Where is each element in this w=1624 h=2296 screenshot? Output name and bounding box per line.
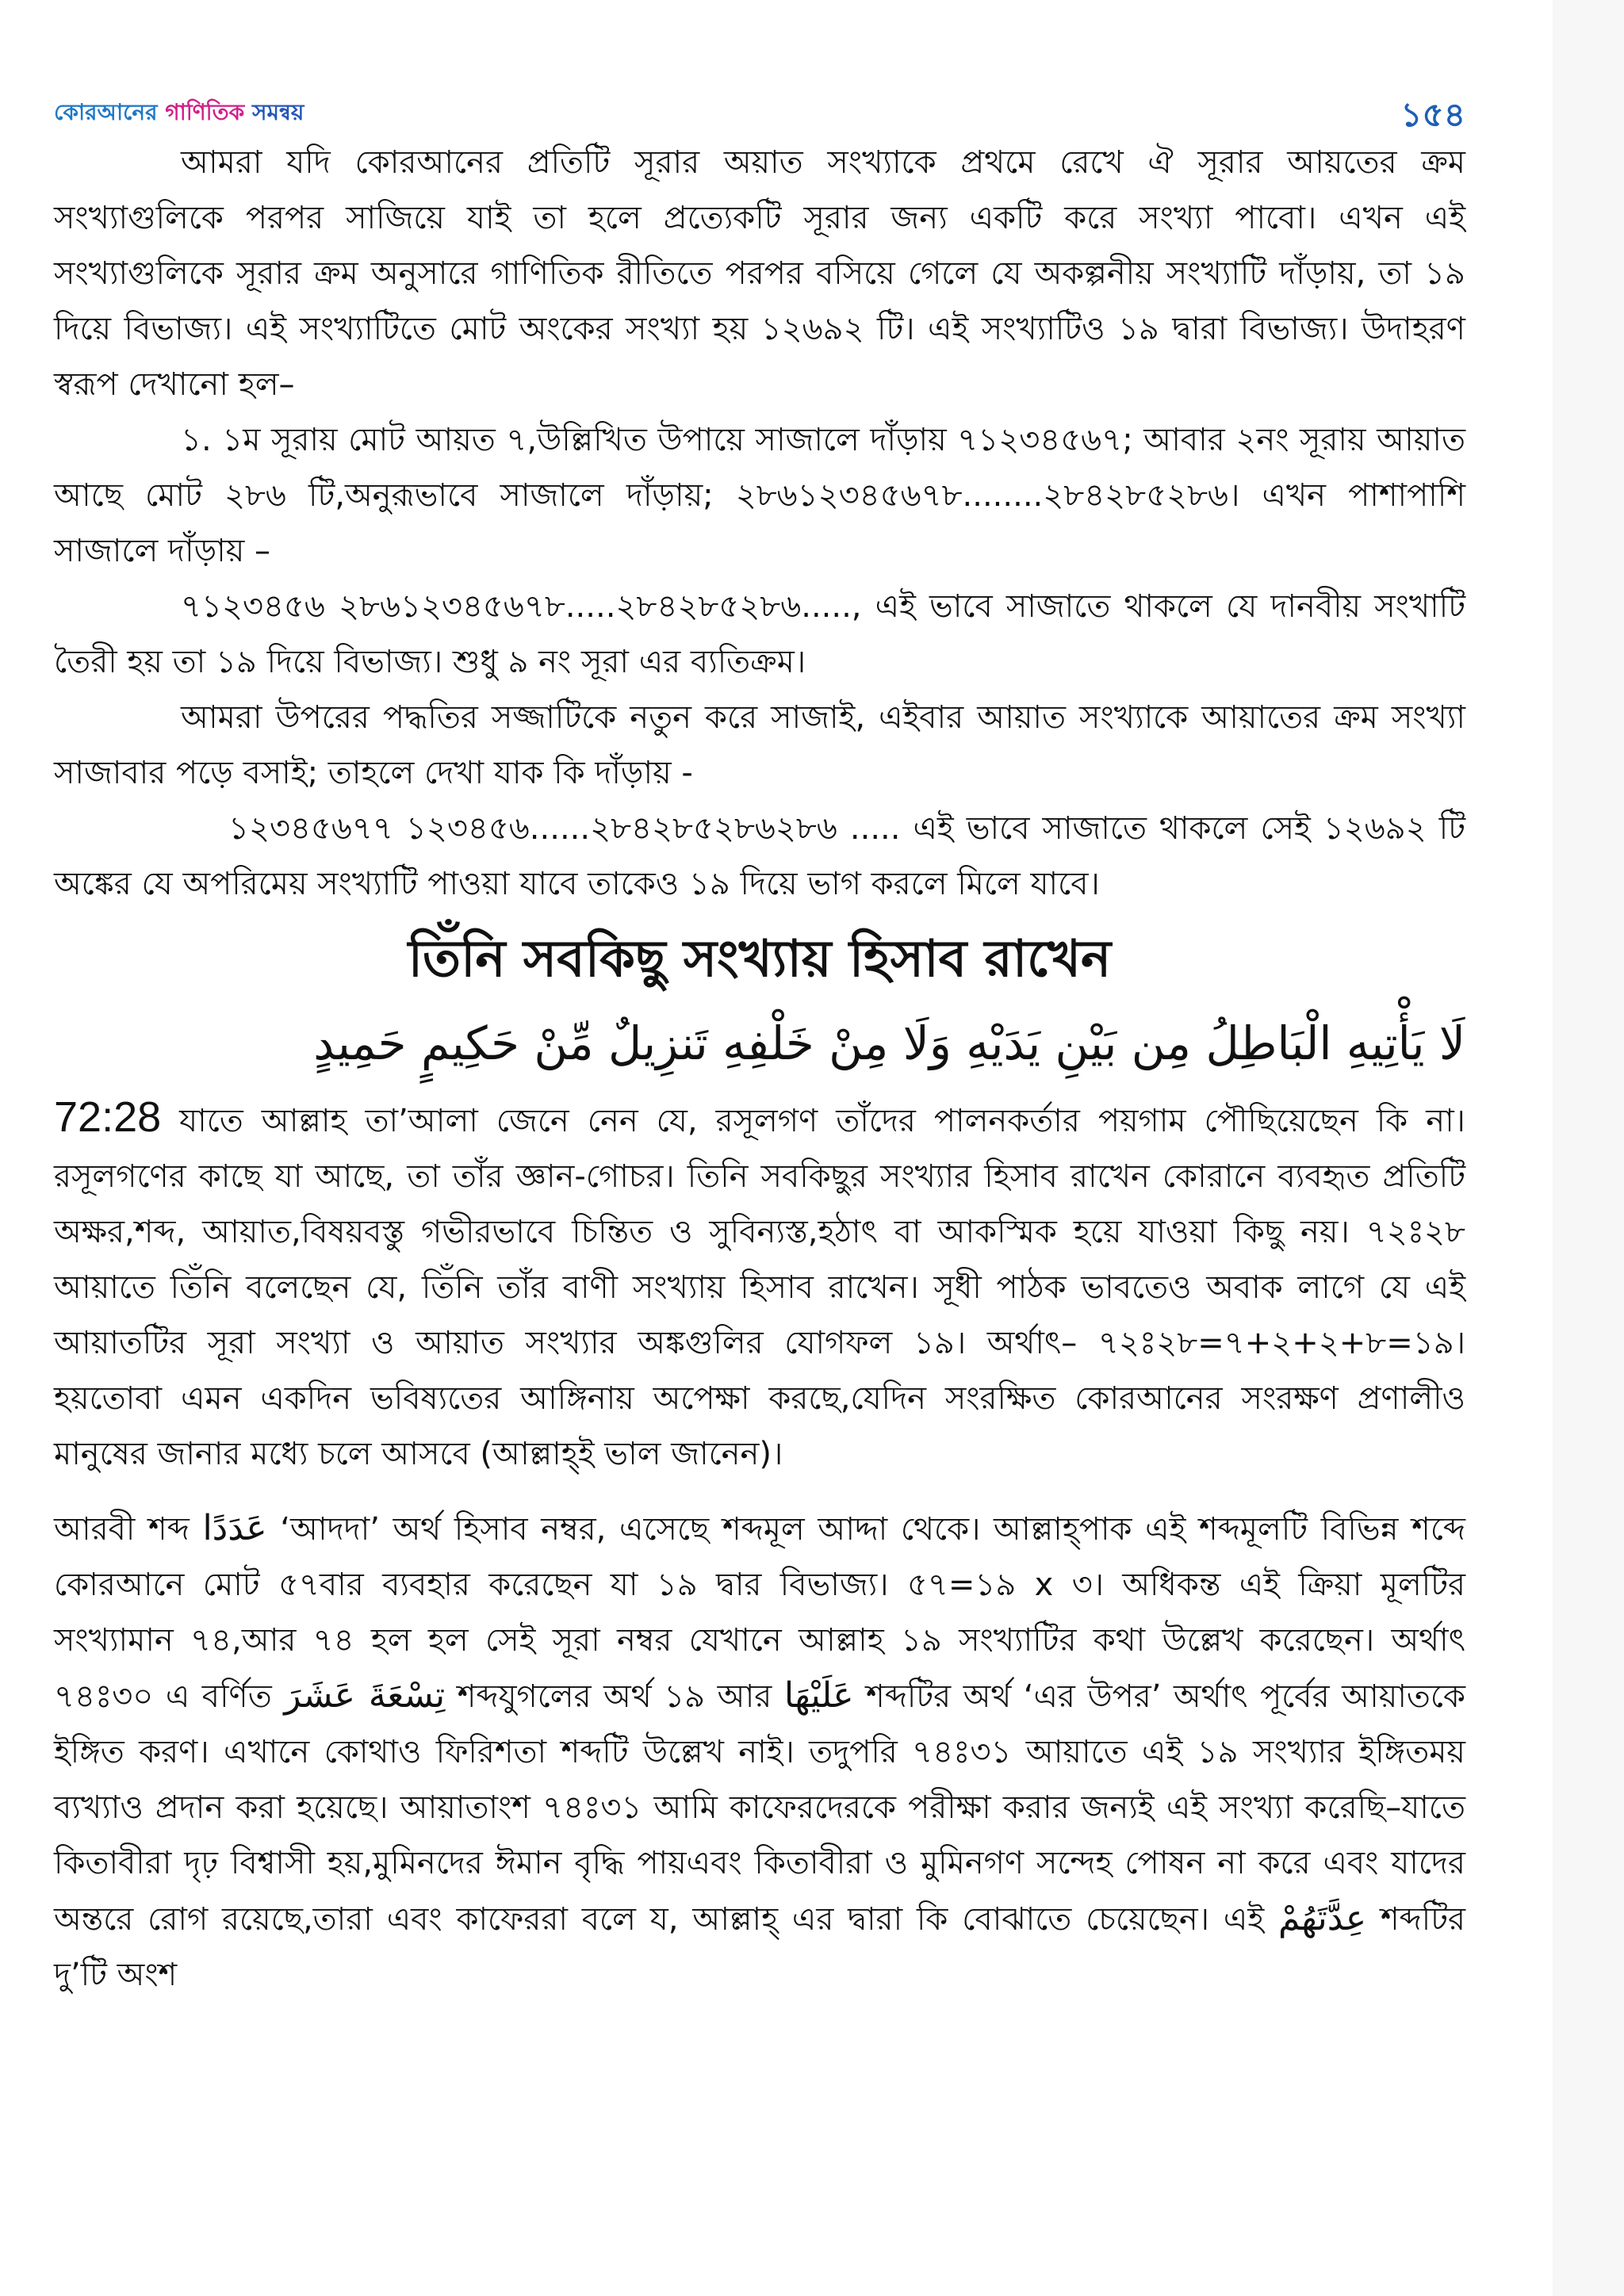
paragraph-2: ১. ১ম সূরায় মোট আয়ত ৭,উল্লিখিত উপায়ে সাজালে দাঁড়ায় ৭১২৩৪৫৬৭; আবার ২নং সূরায় আয়াত আছে মোট ২৮৬ টি,অনুরূভাবে সাজালে দাঁড়ায়; ২৮৬১২৩৪৫৬৭৮........২৮৪২৮৫২৮৬। এখন পাশাপাশি সাজালে দাঁড়ায় – xyxy=(54,422,1465,569)
paragraph-6-text: যাতে আল্লাহ তা’আলা জেনে নেন যে, রসূলগণ তাঁদের পালনকর্তার পয়গাম পৌছিয়েছেন কি না। রসূলগণের কাছে যা আছে, তা তাঁর জ্ঞান-গোচর। তিনি সবকিছুর সংখ্যার হিসাব রাখেন কোরানে ব্যবহৃত প্রতিটি অক্ষর,শব্দ, আয়াত,বিষয়বস্তু গভীরভাবে চিন্তিত ও সুবিন্যস্ত,হঠাৎ বা আকস্মিক হয়ে যাওয়া কিছু নয়। ৭২ঃ২৮ আয়াতে তিঁনি বলেছেন যে, তিঁনি তাঁর বাণী সংখ্যায় হিসাব রাখেন। সূধী পাঠক ভাবতেও অবাক লাগে যে এই আয়াতটির সূরা সংখ্যা ও আয়াত সংখ্যার অঙ্কগুলির যোগফল ১৯। অর্থাৎ– ৭২ঃ২৮=৭+২+২+৮=১৯। হয়তোবা এমন একদিন ভবিষ্যতের আঙ্গিনায় অপেক্ষা করছে,যেদিন সংরক্ষিত কোরআনের সংরক্ষণ প্রণালীও মানুষের জানার মধ্যে চলে আসবে (আল্লাহ্ই ভাল জানেন)। xyxy=(54,1103,1465,1472)
page-edge-shade xyxy=(1553,0,1624,2296)
paragraph-3: ৭১২৩৪৫৬ ২৮৬১২৩৪৫৬৭৮.....২৮৪২৮৫২৮৬....., এই ভাবে সাজাতে থাকলে যে দানবীয় সংখাটি তৈরী হয় তা ১৯ দিয়ে বিভাজ্য। শুধু ৯ নং সূরা এর ব্যতিক্রম। xyxy=(54,588,1465,680)
running-head-part-1: কোরআনের xyxy=(54,99,166,125)
paragraph-7-part-e: শব্দটির দু’টি অংশ xyxy=(54,1901,1465,1993)
paragraph-7-part-d: শব্দটির অর্থ ‘এর উপর’ অর্থাৎ পূর্বের আয়াতকে ইঙ্গিত করণ। এখানে কোথাও ফিরিশতা শব্দটি উল্লেখ নাই। তদুপরি ৭৪ঃ৩১ আয়াতে এই ১৯ সংখ্যার ইঙ্গিতময় ব্যখ্যাও প্রদান করা হয়েছে। আয়াতাংশ ৭৪ঃ৩১ আমি কাফেরদেরকে পরীক্ষা করার জন্যই এই সংখ্যা করেছি–যাতে কিতাবীরা দৃঢ় বিশ্বাসী হয়,মুমিনদের ঈমান বৃদ্ধি পায়এবং কিতাবীরা ও মুমিনগণ সন্দেহ পোষন না করে এবং যাদের অন্তরে রোগ রয়েছে,তারা এবং কাফেররা বলে য, আল্লাহ্ এর দ্বারা কি বোঝাতে চেয়েছেন। এই xyxy=(54,1678,1465,1938)
paragraph-1: আমরা যদি কোরআনের প্রতিটি সূরার অয়াত সংখ্যাকে প্রথমে রেখে ঐ সূরার আয়তের ক্রম সংখ্যাগুলিকে পরপর সাজিয়ে যাই তা হলে প্রত্যেকটি সূরার জন্য একটি করে সংখ্যা পাবো। এখন এই সংখ্যাগুলিকে সূরার ক্রম অনুসারে গাণিতিক রীতিতে পরপর বসিয়ে গেলে যে অকল্পনীয় সংখ্যাটি দাঁড়ায়, তা ১৯ দিয়ে বিভাজ্য। এই সংখ্যাটিতে মোট অংকের সংখ্যা হয় ১২৬৯২ টি। এই সংখ্যাটিও ১৯ দ্বারা বিভাজ্য। উদাহরণ স্বরূপ দেখানো হল– xyxy=(54,144,1465,403)
paragraph-gap xyxy=(54,1482,1465,1501)
running-head-part-2: গাণিতিক xyxy=(165,99,253,125)
section-heading: তিঁনি সবকিছু সংখ্যায় হিসাব রাখেন xyxy=(408,930,1112,989)
running-head-part-3: সমন্বয় xyxy=(252,99,304,125)
page-body xyxy=(54,135,1465,2003)
page-header xyxy=(54,89,1465,140)
paragraph-7-part-c: শব্দযুগলের অর্থ ১৯ আর xyxy=(445,1678,784,1715)
paragraph-6 xyxy=(54,1089,1465,1482)
paragraph-4: আমরা উপরের পদ্ধতির সজ্জাটিকে নতুন করে সাজাই, এইবার আয়াত সংখ্যাকে আয়াতের ক্রম সংখ্যা সাজাবার পড়ে বসাই; তাহলে দেখা যাক কি দাঁড়ায় - xyxy=(54,699,1465,791)
arabic-word-tisata-ashar: تِسْعَةَ عَشَرَ xyxy=(284,1675,446,1716)
paragraph-7-part-a: আরবী শব্দ xyxy=(54,1511,203,1548)
paragraph-7 xyxy=(54,1501,1465,2003)
arabic-verse: لَا يَأْتِيهِ الْبَاطِلُ مِن بَيْنِ يَدَيْهِ وَلَا مِنْ خَلْفِهِ تَنزِيلٌ مِّنْ حَكِيمٍ حَمِيدٍ xyxy=(313,1016,1465,1070)
running-head-title xyxy=(54,95,304,132)
paragraph-7-part-b: ‘আদদা’ অর্থ হিসাব নম্বর, এসেছে শব্দমূল আদ্দা থেকে। আল্লাহ্পাক এই শব্দমূলটি বিভিন্ন শব্দে কোরআনে মোট ৫৭বার ব্যবহার করেছেন যা ১৯ দ্বার বিভাজ্য। ৫৭=১৯ x ৩। অধিকন্ত এই ক্রিয়া মূলটির সংখ্যামান ৭৪,আর ৭৪ হল হল সেই সূরা নম্বর যেখানে আল্লাহ ১৯ সংখ্যাটির কথা উল্লেখ করেছেন। অর্থাৎ ৭৪ঃ৩০ এ বর্ণিত xyxy=(54,1511,1465,1715)
arabic-word-adadan: عَدَدًا xyxy=(202,1508,267,1548)
paragraph-5: ১২৩৪৫৬৭৭ ১২৩৪৫৬......২৮৪২৮৫২৮৬২৮৬ ..... এই ভাবে সাজাতে থাকলে সেই ১২৬৯২ টি অঙ্কের যে অপরিমেয় সংখ্যাটি পাওয়া যাবে তাকেও ১৯ দিয়ে ভাগ করলে মিলে যাবে। xyxy=(54,810,1465,902)
page-number: ১৫৪ xyxy=(1400,95,1465,134)
verse-reference: 72:28 xyxy=(54,1093,162,1141)
arabic-word-alayha: عَلَيْهَا xyxy=(783,1675,854,1716)
arabic-word-iddatahum: عِدَّتَهُمْ xyxy=(1277,1898,1367,1938)
